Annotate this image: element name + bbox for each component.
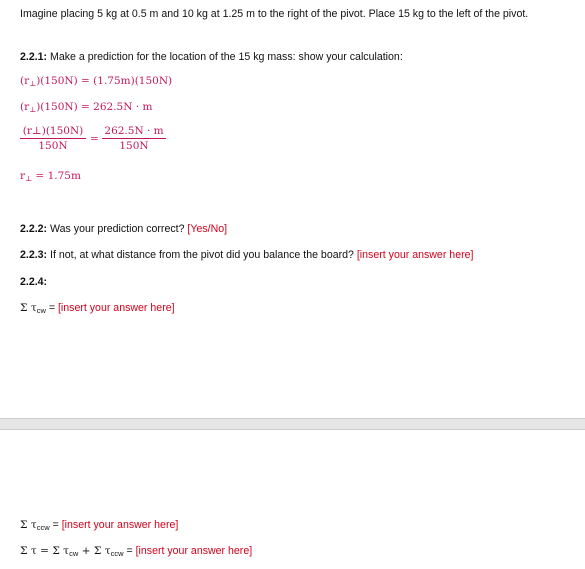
answer-placeholder[interactable]: [insert your answer here] [135,545,253,557]
question-label: 2.2.3: [20,249,48,261]
question-2-2-1 [20,50,403,64]
eq-part: r [20,170,26,182]
page-break [0,418,585,430]
question-2-2-4-label: 2.2.4: [20,276,48,288]
sigma-tau-symbol: Σ τ = Σ τ [20,545,70,557]
document-page-2 [0,430,585,569]
sigma-tau-symbol: Σ τ [20,519,37,531]
question-2-2-3 [20,248,473,262]
numerator: (r⊥)(150N) [22,125,84,137]
equation-line-1 [20,75,172,88]
fraction-right [102,125,166,152]
eq-part: )(150N) = 262.5N · m [36,101,153,113]
eq-part: )(150N) = (1.75m)(150N) [36,75,173,87]
eq-part: (r [20,75,30,87]
equation-line-4 [20,170,81,183]
question-2-2-2 [20,222,227,236]
torque-cw-line [20,301,175,318]
intro-paragraph: Imagine placing 5 kg at 0.5 m and 10 kg at 1.25 m to the right of the pivot. Place 15 kg to the left of the pivot. [20,8,529,20]
torque-total-line [20,544,252,561]
torque-ccw-line [20,518,178,535]
eq-part: (r [20,101,30,113]
sigma-tau-symbol: Σ τ [20,302,37,314]
question-label: 2.2.1: [20,51,48,63]
question-text: Was your prediction correct? [47,223,188,235]
equals-sign: = [123,545,136,557]
answer-placeholder[interactable]: [Yes/No] [187,223,228,235]
question-text: Make a prediction for the location of the 15 kg mass: show your calculation: [47,51,403,63]
sigma-tau-symbol: + Σ τ [78,545,111,557]
equals-sign: = [90,133,99,145]
equation-line-2 [20,101,152,114]
equation-line-3-fraction [20,125,180,161]
equals-sign: = [49,519,62,531]
eq-subscript: ⊥ [29,105,37,114]
fraction-left [20,125,86,152]
subscript: cw [69,549,79,558]
subscript: ccw [36,523,50,532]
numerator: 262.5N · m [104,125,164,137]
denominator: 150N [119,140,149,152]
answer-placeholder[interactable]: [insert your answer here] [61,519,179,531]
answer-placeholder[interactable]: [insert your answer here] [356,249,474,261]
question-text: If not, at what distance from the pivot did you balance the board? [47,249,357,261]
question-label: 2.2.2: [20,223,48,235]
equals-sign: = [45,302,58,314]
subscript: cw [36,306,46,315]
eq-subscript: ⊥ [25,174,33,183]
denominator: 150N [38,140,68,152]
answer-placeholder[interactable]: [insert your answer here] [57,302,175,314]
eq-part: = 1.75m [32,170,81,182]
eq-subscript: ⊥ [29,79,37,88]
subscript: ccw [110,549,124,558]
